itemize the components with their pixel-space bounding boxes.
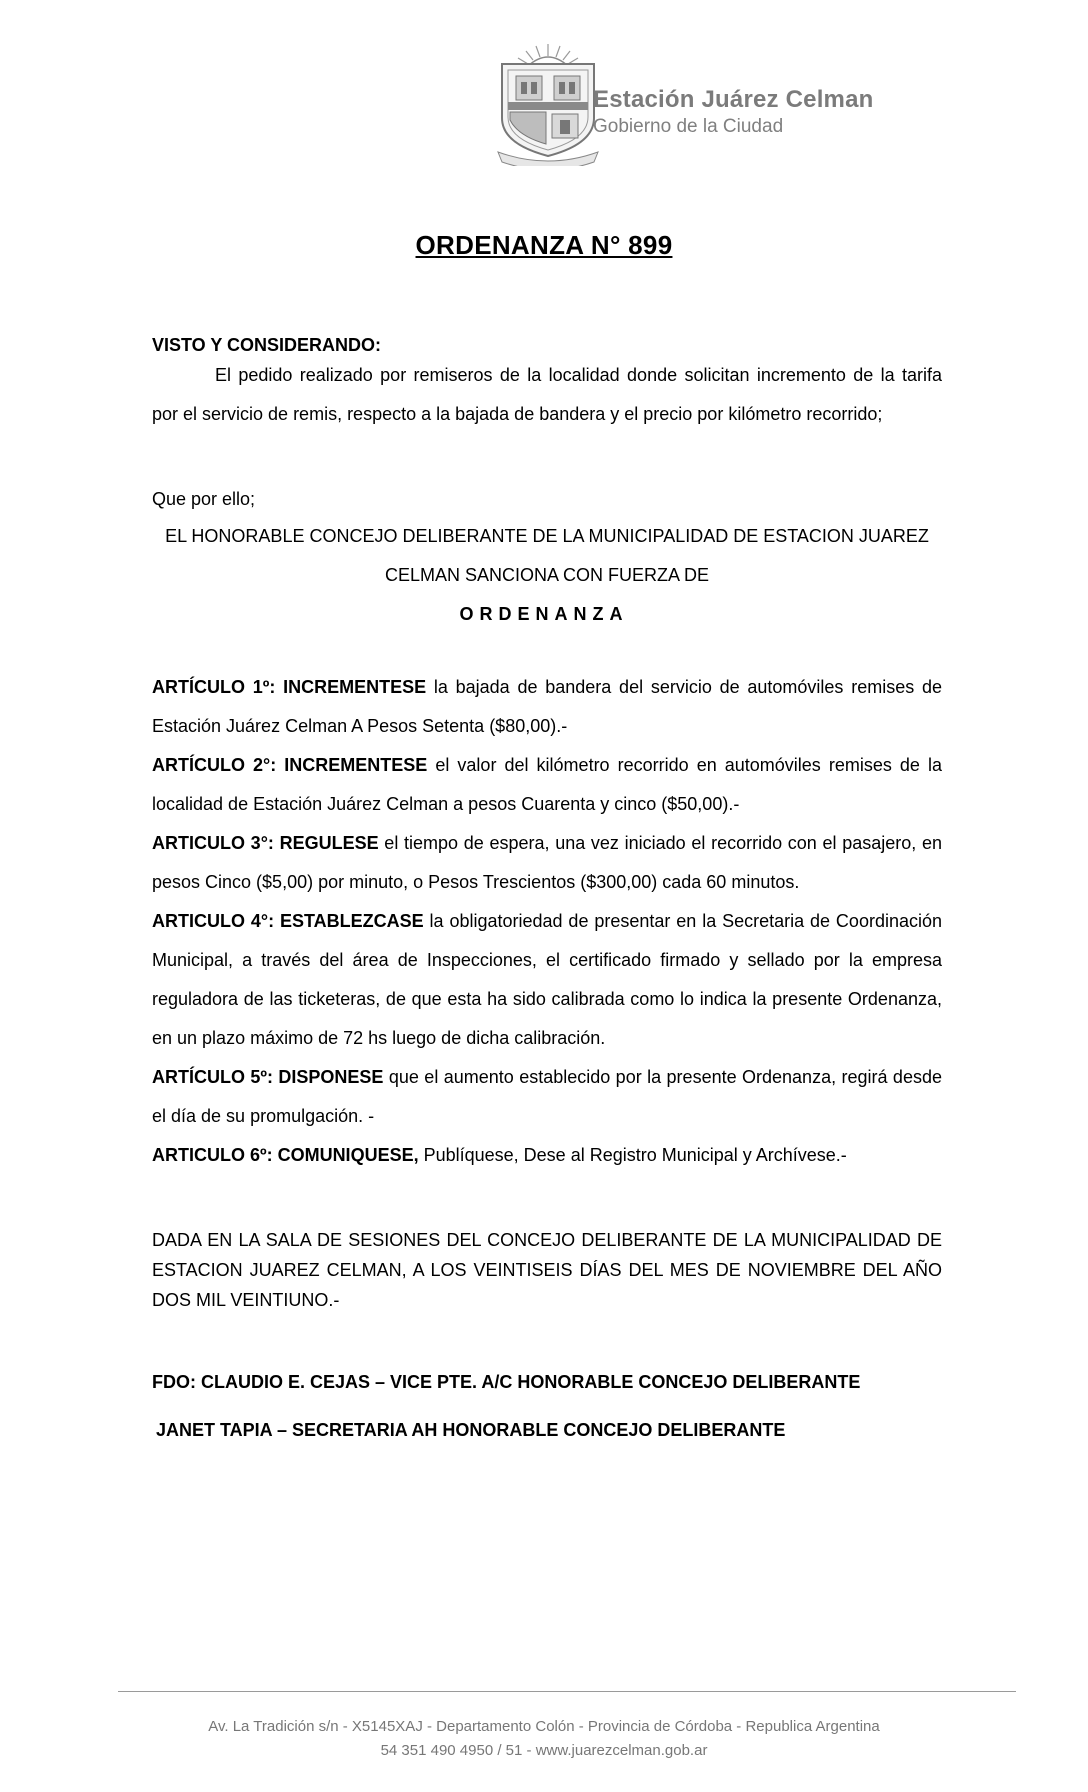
article-label: ARTICULO 3°: REGULESE bbox=[152, 833, 379, 853]
article-6 bbox=[152, 1136, 942, 1175]
article-4 bbox=[152, 902, 942, 1058]
signature-line-1: FDO: CLAUDIO E. CEJAS – VICE PTE. A/C HONORABLE CONCEJO DELIBERANTE bbox=[152, 1372, 861, 1392]
article-2 bbox=[152, 746, 942, 824]
article-text: la obligatoriedad de presentar en la Secretaria de Coordinación Municipal, a través del área de Inspecciones, el certificado firmado y sellado por la empresa reguladora de las ticketeras, de que esta ha sido calibrada como lo indica la presente Ordenanza, en un plazo máximo de 72 hs luego de dicha calibración. bbox=[152, 911, 942, 1048]
concejo-line-1: EL HONORABLE CONCEJO DELIBERANTE DE LA MUNICIPALIDAD DE ESTACION JUAREZ bbox=[165, 526, 929, 546]
org-name: Estación Juárez Celman bbox=[593, 86, 874, 113]
ordenanza-heading: ORDENANZA bbox=[459, 604, 629, 624]
footer-address: Av. La Tradición s/n - X5145XAJ - Departamento Colón - Provincia de Córdoba - Republica Argentina bbox=[208, 1718, 880, 1735]
articles-list bbox=[152, 668, 942, 1175]
article-text: Publíquese, Dese al Registro Municipal y Archívese.- bbox=[418, 1145, 847, 1165]
considerando-paragraph bbox=[152, 356, 942, 434]
org-subtitle: Gobierno de la Ciudad bbox=[593, 116, 784, 137]
article-1 bbox=[152, 668, 942, 746]
article-text: el valor del kilómetro recorrido en automóviles remises de la localidad de Estación Juárez Celman a pesos Cuarenta y cinco ($50,00).- bbox=[152, 755, 942, 814]
que-por-ello: Que por ello; bbox=[152, 489, 256, 509]
article-label: ARTICULO 4°: ESTABLEZCASE bbox=[152, 911, 424, 931]
article-3 bbox=[152, 824, 942, 902]
letterhead bbox=[488, 40, 908, 170]
footer-contact: 54 351 490 4950 / 51 - www.juarezcelman.gob.ar bbox=[380, 1742, 708, 1759]
visto-heading: VISTO Y CONSIDERANDO: bbox=[152, 335, 382, 355]
article-text: la bajada de bandera del servicio de automóviles remises de Estación Juárez Celman A Pesos Setenta ($80,00).- bbox=[152, 677, 942, 736]
footer-divider bbox=[118, 1691, 1016, 1692]
municipal-crest-icon bbox=[488, 40, 608, 166]
article-text: que el aumento establecido por la presente Ordenanza, regirá desde el día de su promulgación. - bbox=[152, 1067, 942, 1126]
article-label: ARTÍCULO 5º: DISPONESE bbox=[152, 1067, 384, 1087]
dada-paragraph: DADA EN LA SALA DE SESIONES DEL CONCEJO DELIBERANTE DE LA MUNICIPALIDAD DE ESTACION JUAREZ CELMAN, A LOS VEINTISEIS DÍAS DEL MES DE NOVIEMBRE DEL AÑO DOS MIL VEINTIUNO.- bbox=[152, 1230, 942, 1310]
article-label: ARTICULO 6º: COMUNIQUESE, bbox=[152, 1145, 419, 1165]
article-text: el tiempo de espera, una vez iniciado el recorrido con el pasajero, en pesos Cinco ($5,00) por minuto, o Pesos Trescientos ($300,00) cada 60 minutos. bbox=[152, 833, 942, 892]
document-title: ORDENANZA N° 899 bbox=[415, 230, 673, 260]
article-label: ARTÍCULO 2°: INCREMENTESE bbox=[152, 755, 428, 775]
article-label: ARTÍCULO 1º: INCREMENTESE bbox=[152, 677, 427, 697]
signature-line-2: JANET TAPIA – SECRETARIA AH HONORABLE CONCEJO DELIBERANTE bbox=[156, 1420, 786, 1440]
concejo-line-2: CELMAN SANCIONA CON FUERZA DE bbox=[384, 565, 710, 585]
article-5 bbox=[152, 1058, 942, 1136]
considerando-text: El pedido realizado por remiseros de la localidad donde solicitan incremento de la tarifa por el servicio de remis, respecto a la bajada de bandera y el precio por kilómetro recorrido; bbox=[152, 365, 942, 424]
